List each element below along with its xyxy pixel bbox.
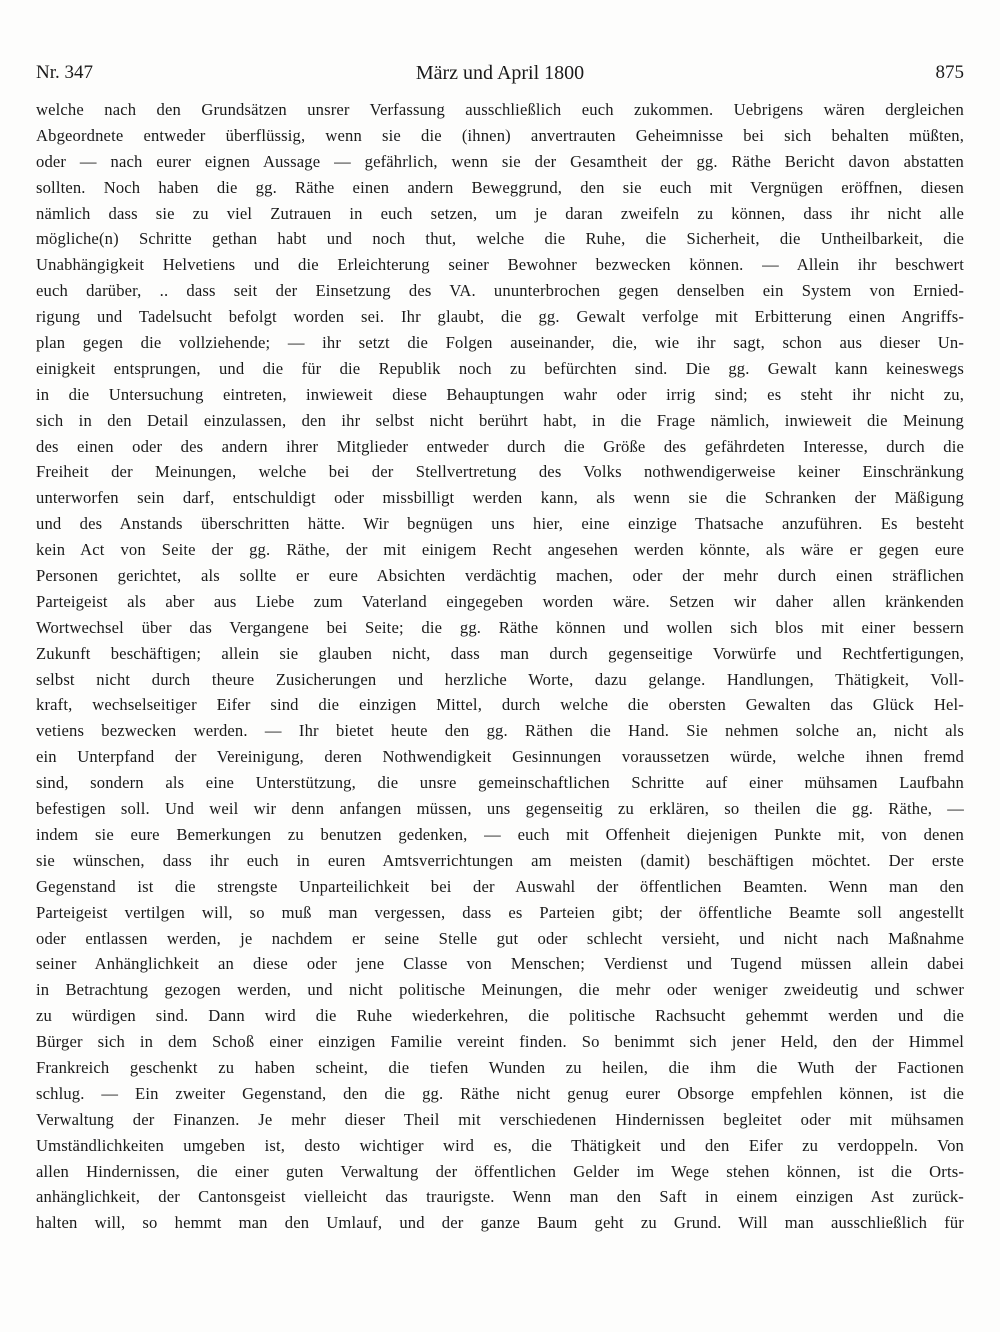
text-line: rigung und Tadelsucht befolgt worden sei. Ihr glaubt, die gg. Gewalt verfolge mit Erbitterung einen Angriffs- [36,307,964,327]
text-line: des einen oder des andern ihrer Mitglieder entweder durch die Größe des gefährdeten Interesse, durch die [36,436,964,456]
running-header [36,58,964,88]
text-line: Frankreich geschenkt zu haben scheint, die tiefen Wunden zu heilen, die ihm die Wuth der Factionen [36,1057,964,1077]
text-line: Wortwechsel über das Vergangene bei Seite; die gg. Räthe können und wollen sich blos mit einer bessern [36,617,964,637]
text-line: nämlich dass sie zu viel Zutrauen in euch setzen, um je daran zweifeln zu können, dass ihr nicht alle [36,203,964,223]
text-line: welche nach den Grundsätzen unsrer Verfassung ausschließlich euch zukommen. Uebrigens wären dergleichen [36,100,964,119]
text-line: mögliche(n) Schritte gethan habt und noch thut, welche die Ruhe, die Sicherheit, die Untheilbarkeit, die [36,229,964,249]
text-line: sind, sondern als eine Unterstützung, die unsre gemeinschaftlichen Schritte auf einer mühsamen Laufbahn [36,773,964,793]
text-line: einigkeit entsprungen, und die für die Republik noch zu befürchten sind. Die gg. Gewalt kann keineswegs [36,358,964,378]
text-line: Bürger sich in dem Schoß einer einzigen Familie vereint finden. So benimmt sich jener Held, den der Himmel [36,1032,964,1052]
text-line: ein Unterpfand der Vereinigung, deren Nothwendigkeit Gesinnungen voraussetzen würde, welche ihnen fremd [36,747,964,767]
text-line: Parteigeist vertilgen will, so muß man vergessen, dass es Parteien gibt; der öffentliche Beamte soll angestellt [36,902,964,922]
text-line: und des Anstands überschritten hätte. Wir begnügen uns hier, eine einzige Thatsache anzuführen. Es besteht [36,514,964,534]
text-line: schlug. — Ein zweiter Gegenstand, den die gg. Räthe nicht genug eurer Obsorge empfehlen können, ist die [36,1083,964,1103]
text-line: kein Act von Seite der gg. Räthe, der mit einigem Recht angesehen werden könnte, als wäre er gegen eure [36,540,964,560]
text-line: anhänglichkeit, der Cantonsgeist vielleicht das traurigste. Wenn man den Saft in einem einzigen Ast zurück- [36,1187,964,1207]
text-line: Unabhängigkeit Helvetiens und die Erleichterung seiner Bewohner bezwecken können. — Allein ihr beschwert [36,255,964,275]
text-line: oder — nach eurer eignen Aussage — gefährlich, wenn sie der Gesamtheit der gg. Räthe Bericht davon abstatten [36,151,964,171]
text-line: selbst nicht durch theure Zusicherungen und herzliche Worte, dazu gelange. Handlungen, Thätigkeit, Voll- [36,669,964,689]
text-line: oder entlassen werden, je nachdem er seine Stelle gut oder schlecht versieht, und nicht nach Maßnahme [36,928,964,948]
text-line: euch darüber, .. dass seit der Einsetzung des VA. ununterbrochen gegen denselben ein System von Ernied- [36,281,964,301]
text-line: Parteigeist als aber aus Liebe zum Vaterland eingegeben worden wäre. Setzen wir daher allen kränkenden [36,591,964,611]
text-line: Abgeordnete entweder überflüssig, wenn sie die (ihnen) anvertrauten Geheimnisse bei sich behalten müßten, [36,125,964,145]
text-line: sich in den Detail einzulassen, den ihr selbst nicht berührt habt, in die Frage nämlich, inwieweit die Meinung [36,410,964,430]
text-line: in die Untersuchung eintreten, inwieweit diese Behauptungen wahr oder irrig sind; es steht ihr nicht zu, [36,384,964,404]
text-line: unterworfen sein darf, entschuldigt oder missbilligt werden kann, als wenn sie die Schranken der Mäßigung [36,488,964,508]
text-line: vetiens bezwecken werden. — Ihr bietet heute den gg. Räthen die Hand. Sie nehmen solche an, nicht als [36,721,964,741]
text-line: Gegenstand ist die strengste Unparteilichkeit bei der Auswahl der öffentlichen Beamten. Wenn man den [36,876,964,896]
text-line: plan gegen die vollziehende; — ihr setzt die Folgen auseinander, die, wie ihr sagt, schon aus dieser Un- [36,333,964,353]
text-line: seiner Anhänglichkeit an diese oder jene Classe von Menschen; Verdienst und Tugend müssen allein dabei [36,954,964,974]
page-number: 875 [935,62,964,83]
page-title: März und April 1800 [415,62,585,84]
text-line: sie wünschen, dass ihr euch in euren Amtsverrichtungen am meisten (damit) beschäftigen möchtet. Der erste [36,850,964,870]
text-line: Umständlichkeiten umgeben ist, desto wichtiger wird es, die Thätigkeit und den Eifer zu verdoppeln. Von [36,1135,964,1155]
text-line: allen Hindernissen, die einer guten Verwaltung der öffentlichen Gelder im Wege stehen können, ist die Orts- [36,1161,964,1181]
text-line: befestigen soll. Und weil wir denn anfangen müssen, uns gegenseitig zu erklären, so theilen die gg. Räthe, — [36,799,964,819]
text-line: zu würdigen sind. Dann wird die Ruhe wiederkehren, die politische Rachsucht gehemmt werden und die [36,1006,964,1026]
text-line: kraft, wechselseitiger Eifer sind die einzigen Mittel, durch welche die obersten Gewalten das Glück Hel- [36,695,964,715]
text-line: halten will, so hemmt man den Umlauf, und der ganze Baum geht zu Grund. Will man ausschließlich für [36,1213,964,1233]
body-text [36,97,964,1236]
text-line: indem sie eure Bemerkungen zu benutzen gedenken, — euch mit Offenheit diejenigen Punkte mit, von denen [36,824,964,844]
text-line: sollten. Noch haben die gg. Räthe einen andern Beweggrund, den sie euch mit Vergnügen eröffnen, diesen [36,177,964,197]
document-number: Nr. 347 [36,62,93,83]
text-line: Personen gerichtet, als sollte er eure Absichten verdächtig machen, oder der mehr durch einen sträflichen [36,566,964,586]
text-line: Zukunft beschäftigen; allein sie glauben nicht, dass man durch gegenseitige Vorwürfe und Rechtfertigungen, [36,643,964,663]
text-line: Verwaltung der Finanzen. Je mehr dieser Theil mit verschiedenen Hindernissen begleitet oder mit mühsamen [36,1109,964,1129]
text-line: in Betrachtung gezogen werden, und nicht politische Meinungen, die mehr oder weniger zweideutig und schwer [36,980,964,1000]
text-line: Freiheit der Meinungen, welche bei der Stellvertretung des Volks nothwendigerweise keiner Einschränkung [36,462,964,482]
